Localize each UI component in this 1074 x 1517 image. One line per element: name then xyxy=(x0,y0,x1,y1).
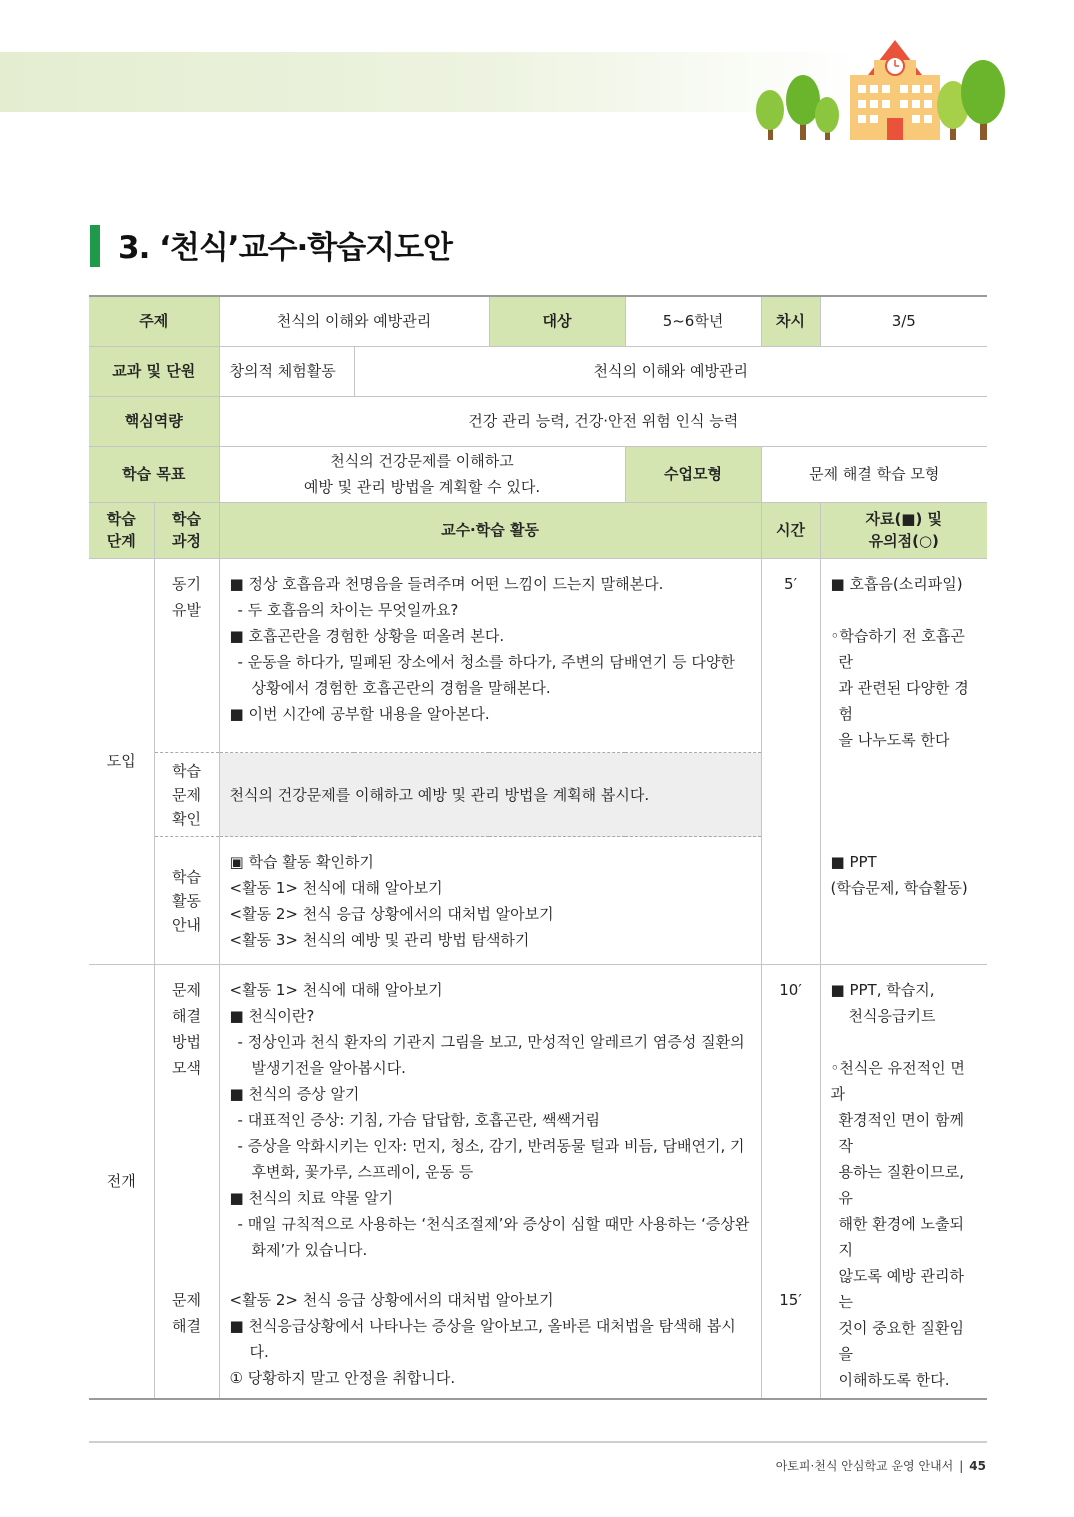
target-value: 5~6학년 xyxy=(625,296,761,346)
objective-label: 학습 목표 xyxy=(89,446,219,502)
activity-header: 교수·학습 활동 xyxy=(219,502,761,558)
development-time xyxy=(761,965,820,1399)
material-line: 천식응급키트 xyxy=(848,1007,936,1025)
process-guide xyxy=(154,837,219,965)
process-header-line: 학습 xyxy=(172,510,201,528)
stage-development: 전개 xyxy=(89,965,154,1399)
process-line: 확인 xyxy=(172,809,201,828)
time-value: 15′ xyxy=(779,1291,802,1309)
note-line: 않도록 예방 관리하는 xyxy=(838,1267,964,1311)
activity-line: ■ 호흡곤란을 경험한 상황을 떠올려 본다. xyxy=(229,626,505,645)
title-accent-bar xyxy=(90,225,100,267)
stage-header-line: 학습 xyxy=(106,510,136,528)
learning-problem: 천식의 건강문제를 이해하고 예방 및 관리 방법을 계획해 봅시다. xyxy=(219,753,761,837)
activity-line: <활동 1> 천식에 대해 알아보기 xyxy=(229,878,443,897)
activity-line: ① 당황하지 말고 안정을 취합니다. xyxy=(229,1369,456,1387)
process-line: 해결 xyxy=(172,1007,201,1025)
process-line: 안내 xyxy=(172,915,201,934)
page-footer: 아토피·천식 안심학교 운영 안내서 | 45 xyxy=(775,1459,986,1473)
model-label: 수업모형 xyxy=(625,446,761,502)
development-activity xyxy=(219,965,761,1399)
school-trees-illustration xyxy=(750,30,1020,145)
activity-line: ▣ 학습 활동 확인하기 xyxy=(229,852,374,871)
activity-line: ■ 천식의 증상 알기 xyxy=(229,1085,360,1103)
activity-line: - 두 호흡음의 차이는 무엇일까요? xyxy=(237,600,459,619)
motivation-activity xyxy=(219,558,761,753)
material-line: ■ PPT xyxy=(830,852,877,871)
material-line: ■ PPT, 학습지, xyxy=(830,981,935,999)
note-line: 과 관련된 다양한 경험 xyxy=(838,678,969,723)
materials-header-line: 자료(■) 및 xyxy=(865,510,943,528)
stage-header xyxy=(89,502,154,558)
process-line: 방법 xyxy=(172,1033,201,1051)
footer-title: 아토피·천식 안심학교 운영 안내서 xyxy=(775,1459,954,1473)
topic-label: 주제 xyxy=(89,296,219,346)
materials-header-line: 유의점(○) xyxy=(868,532,939,550)
process-header xyxy=(154,502,219,558)
activity-line: <활동 1> 천식에 대해 알아보기 xyxy=(229,981,443,999)
tree-icon xyxy=(961,60,1005,140)
footer-divider xyxy=(89,1441,987,1443)
activity-line: ■ 천식응급상황에서 나타나는 증상을 알아보고, 올바른 대처법을 탐색해 봅시다. xyxy=(229,1317,736,1361)
activity-line: - 매일 규칙적으로 사용하는 ‘천식조절제’와 증상이 심할 때만 사용하는 ‘증상완화제’가 있습니다. xyxy=(237,1215,750,1259)
activity-line: - 운동을 하다가, 밀폐된 장소에서 청소를 하다가, 주변의 담배연기 등 다양한 상황에서 경험한 호흡곤란의 경험을 말해본다. xyxy=(237,652,735,697)
process-line: 문제 xyxy=(172,785,201,804)
objective-line: 예방 및 관리 방법을 계획할 수 있다. xyxy=(303,478,541,496)
intro-materials-gap xyxy=(820,753,987,837)
activity-line: <활동 2> 천식 응급 상황에서의 대처법 알아보기 xyxy=(229,904,554,923)
note-line: 것이 중요한 질환임을 xyxy=(838,1319,964,1363)
note-line: 이해하도록 한다. xyxy=(838,1371,950,1389)
intro-materials-c xyxy=(820,837,987,965)
activity-line: - 정상인과 천식 환자의 기관지 그림을 보고, 만성적인 알레르기 염증성 질환의 발생기전을 알아봅시다. xyxy=(237,1033,745,1077)
development-materials xyxy=(820,965,987,1399)
tree-icon xyxy=(815,97,839,140)
process-line: 유발 xyxy=(172,600,201,619)
note-line: 용하는 질환이므로, 유 xyxy=(838,1163,964,1207)
guide-activity xyxy=(219,837,761,965)
objective-value xyxy=(219,446,625,502)
time-header: 시간 xyxy=(761,502,820,558)
activity-line: <활동 3> 천식의 예방 및 관리 방법 탐색하기 xyxy=(229,930,530,949)
session-label: 차시 xyxy=(761,296,820,346)
activity-line: ■ 정상 호흡음과 천명음을 들려주며 어떤 느낌이 드는지 말해본다. xyxy=(229,574,664,593)
process-header-line: 과정 xyxy=(172,532,201,550)
activity-line: <활동 2> 천식 응급 상황에서의 대처법 알아보기 xyxy=(229,1291,554,1309)
activity-line: ■ 이번 시간에 공부할 내용을 알아본다. xyxy=(229,704,490,723)
topic-value: 천식의 이해와 예방관리 xyxy=(219,296,489,346)
stage-intro: 도입 xyxy=(89,558,154,965)
objective-line: 천식의 건강문제를 이해하고 xyxy=(330,452,514,470)
process-line: 동기 xyxy=(172,574,201,593)
process-line: 모색 xyxy=(172,1059,201,1077)
school-icon xyxy=(850,40,940,140)
process-line: 학습 xyxy=(172,867,201,886)
process-line: 문제 xyxy=(172,1291,201,1309)
subject-label: 교과 및 단원 xyxy=(89,346,219,396)
intro-materials-a xyxy=(820,558,987,753)
process-line: 활동 xyxy=(172,891,201,910)
materials-header xyxy=(820,502,987,558)
process-check xyxy=(154,753,219,837)
competency-label: 핵심역량 xyxy=(89,396,219,446)
note-line: ◦학습하기 전 호흡곤란 xyxy=(830,626,965,671)
note-line: ◦천식은 유전적인 면과 xyxy=(830,1059,965,1103)
note-line: 환경적인 면이 함께 작 xyxy=(838,1111,964,1155)
unit-value: 천식의 이해와 예방관리 xyxy=(354,346,987,396)
process-line: 해결 xyxy=(172,1317,201,1335)
activity-line: - 증상을 악화시키는 인자: 먼지, 청소, 감기, 반려동물 털과 비듬, 담배연기, 기후변화, 꽃가루, 스프레이, 운동 등 xyxy=(237,1137,745,1181)
process-development xyxy=(154,965,219,1399)
session-value: 3/5 xyxy=(820,296,987,346)
material-line: ■ 호흡음(소리파일) xyxy=(830,574,963,593)
process-line: 문제 xyxy=(172,981,201,999)
tree-icon xyxy=(756,90,784,140)
material-line: (학습문제, 학습활동) xyxy=(830,878,968,897)
process-line: 학습 xyxy=(172,761,201,780)
model-value: 문제 해결 학습 모형 xyxy=(761,446,987,502)
time-value: 10′ xyxy=(779,981,802,999)
activity-line: ■ 천식이란? xyxy=(229,1007,315,1025)
note-line: 해한 환경에 노출되지 xyxy=(838,1215,964,1259)
stage-header-line: 단계 xyxy=(106,532,136,550)
activity-line: - 대표적인 증상: 기침, 가슴 답답함, 호흡곤란, 쌕쌕거림 xyxy=(237,1111,600,1129)
tree-icon xyxy=(786,75,820,140)
activity-line: ■ 천식의 치료 약물 알기 xyxy=(229,1189,394,1207)
note-line: 을 나누도록 한다 xyxy=(838,730,950,749)
page-number: 45 xyxy=(969,1459,986,1473)
process-motivation xyxy=(154,558,219,753)
lesson-plan-table xyxy=(89,295,987,1400)
intro-time: 5′ xyxy=(761,558,820,965)
target-label: 대상 xyxy=(489,296,625,346)
subject-value: 창의적 체험활동 xyxy=(219,346,354,396)
page-title: 3. ‘천식’교수·학습지도안 xyxy=(118,230,452,266)
competency-value: 건강 관리 능력, 건강·안전 위험 인식 능력 xyxy=(219,396,987,446)
